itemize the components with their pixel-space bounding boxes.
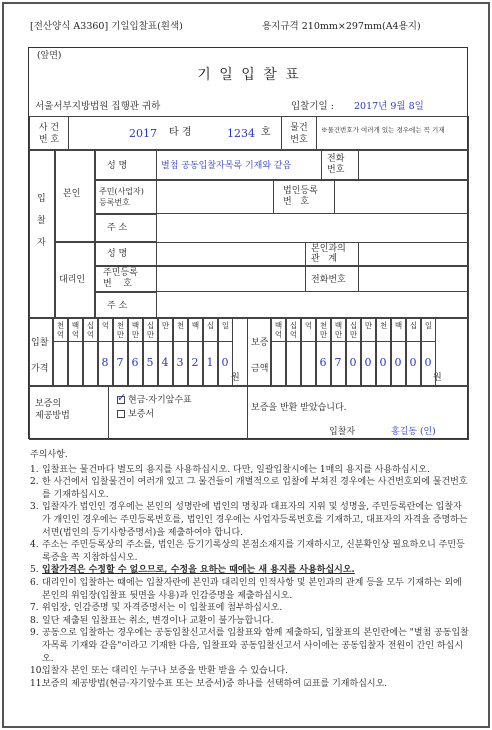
deposit-digit: 0	[409, 356, 417, 369]
note-item	[30, 476, 470, 501]
case-mid: 타 경	[169, 127, 192, 138]
bidder-sign-value: 홍길동 (인)	[391, 427, 436, 437]
bid-price-column-head: 만	[161, 321, 170, 330]
notes-section	[30, 449, 470, 690]
case-label: 사 건 번 호	[38, 123, 60, 145]
method-option-guarantee[interactable]: 보증서	[117, 410, 154, 420]
deposit-column-head: 억	[304, 321, 313, 330]
returned-label: 보증을 반환 받았습니다.	[251, 403, 347, 413]
bid-price-column-head: 백 억	[71, 321, 80, 339]
corp-label: 법인등록 번 호	[283, 186, 318, 207]
bid-price-column-head: 백 만	[131, 321, 140, 339]
agent-rrn-label: 주민등록 번 호	[103, 268, 138, 289]
bid-price-digit: 8	[101, 356, 109, 369]
deposit-column-head: 천 만	[319, 321, 328, 339]
addressee: 서울서부지방법원 집행관 귀하	[35, 101, 161, 112]
note-item	[30, 464, 470, 477]
bid-price-digit: 0	[221, 356, 229, 369]
case-year: 2017	[129, 127, 157, 140]
form-title: 기 일 입 찰 표	[197, 67, 301, 83]
note-item	[30, 627, 470, 665]
note-item	[30, 678, 470, 691]
note-text: 위임장, 인감증명 및 자격증명서는 이 입찰표에 첨부하십시오.	[42, 603, 283, 614]
bidder-sign-label: 입찰자	[329, 427, 356, 437]
bid-price-column-head: 천 억	[56, 321, 65, 339]
deposit-digit: 7	[334, 356, 342, 369]
deposit-column-head: 만	[364, 321, 373, 330]
bid-price-digit: 4	[161, 356, 169, 369]
guarantee-checkbox[interactable]	[117, 410, 125, 418]
agent-phone-label: 전화번호	[311, 275, 346, 285]
note-text: 대리인이 입찰하는 때에는 입찰자란에 본인과 대리인의 인적사항 및 본인과의 관계 등을 모두 기재하는 외에 본인의 위임장(입찰표 뒷면을 사용)과 인감증명을 제출하십시오.	[42, 577, 462, 601]
paper-size: 용지규격 210mm×297mm(A4용지)	[262, 21, 421, 32]
bid-price-column-head: 천	[176, 321, 185, 330]
bid-price-column-head: 억	[101, 321, 110, 330]
note-item	[30, 602, 470, 615]
agent-name-label: 성 명	[107, 249, 128, 259]
phone-label: 전화 번호	[327, 154, 345, 175]
bid-price-digit: 5	[146, 356, 154, 369]
bidder-label: 입 찰 자	[37, 194, 46, 248]
deposit-column-head: 천	[379, 321, 388, 330]
deposit-column-head: 백	[394, 321, 403, 330]
bid-price-digit: 6	[131, 356, 139, 369]
note-number: 2.	[30, 477, 39, 488]
deposit-won: 원	[433, 373, 442, 383]
note-text: 입찰자 본인 또는 대리인 누구나 보증을 반환 받을 수 있습니다.	[42, 666, 288, 677]
bid-date-value: 2017년 9월 8일	[354, 101, 424, 112]
note-number: 3.	[30, 502, 39, 513]
method-option-cash[interactable]: ✓현금·자기앞수표	[117, 396, 192, 406]
deposit-digit: 0	[364, 356, 372, 369]
item-label: 물건 번호	[290, 123, 308, 145]
note-item	[30, 665, 470, 678]
bid-form	[28, 47, 468, 439]
method-label: 보증의 제공방법	[35, 399, 70, 421]
form-code: [전산양식 A3360] 기일입찰표(흰색)	[30, 21, 183, 32]
note-item	[30, 577, 470, 602]
note-text: 입찰가격은 수정할 수 없으므로, 수정을 요하는 때에는 새 용지를 사용하십시오.	[42, 565, 355, 576]
deposit-digit: 6	[319, 356, 327, 369]
note-text: 공동으로 입찰하는 경우에는 공동입찰신고서를 입찰표와 함께 제출하되, 입찰표의 본인란에는 "별첨 공동입찰자목록 기재와 같음"이라고 기재한 다음, 입찰표와 공동입찰신고서 사이에는 공동입찰자 전원이 간인 하십시오.	[42, 628, 469, 664]
cash-checkbox[interactable]	[117, 396, 125, 404]
self-label: 본인	[63, 189, 81, 199]
note-number: 7.	[30, 603, 39, 614]
deposit-column-head: 백 억	[274, 321, 283, 339]
bid-price-column-head: 일	[221, 321, 230, 330]
name-label: 성 명	[107, 161, 128, 171]
note-text: 일단 제출된 입찰표는 취소, 변경이나 교환이 불가능합니다.	[42, 615, 274, 626]
note-item	[30, 501, 470, 539]
name-value: 별첨 공동입찰자목록 기재와 같음	[161, 161, 292, 171]
note-text: 입찰자가 법인인 경우에는 본인의 성명란에 법인의 명칭과 대표자의 지위 및 성명을, 주민등록란에는 입찰자가 개인인 경우에는 주민등록번호를, 법인인 경우에는 사업자등록번호를 기재하고, 대표자의 자격을 증명하는 서면(법인의 등기사항증명서)을 제출하여야 합니다.	[42, 502, 468, 538]
agent-address-label: 주 소	[107, 301, 128, 311]
bid-price-column-head: 십	[206, 321, 215, 330]
note-item	[30, 615, 470, 628]
note-number: 6.	[30, 577, 39, 588]
note-number: 11.	[30, 678, 45, 689]
note-number: 4.	[30, 540, 39, 551]
note-item	[30, 539, 470, 564]
note-number: 1.	[30, 464, 39, 475]
agent-label: 대리인	[59, 275, 86, 285]
note-number: 5.	[30, 565, 39, 576]
bid-price-digit: 1	[206, 356, 214, 369]
note-text: 보증의 제공방법(현금·자기앞수표 또는 보증서)중 하나를 선택하여 ☑표를 기재하십시오.	[42, 678, 388, 689]
deposit-column-head: 십	[409, 321, 418, 330]
deposit-label: 보증 금액	[251, 338, 269, 374]
note-number: 10.	[30, 666, 45, 677]
bid-won: 원	[231, 373, 240, 383]
item-note: ※물건번호가 여러개 있는 경우에는 꼭 기재	[321, 126, 445, 134]
deposit-digit: 0	[394, 356, 402, 369]
deposit-column-head: 십 만	[349, 321, 358, 339]
address-label: 주 소	[107, 223, 128, 233]
note-text: 한 사건에서 입찰물건이 여러개 있고 그 물건들이 개별적으로 입찰에 부쳐진 경우에는 사건번호외에 물건번호를 기재하십시오.	[42, 477, 468, 500]
case-no: 1234	[227, 127, 255, 140]
deposit-column-head: 십 억	[289, 321, 298, 339]
deposit-digit: 0	[424, 356, 432, 369]
bid-price-digit: 2	[191, 356, 199, 369]
bid-date-label: 입찰기일 :	[291, 101, 334, 112]
side-label: (앞면)	[37, 51, 62, 61]
note-item	[30, 564, 470, 577]
bid-price-column-head: 십 억	[86, 321, 95, 339]
notes-title: 주의사항.	[30, 450, 68, 460]
deposit-column-head: 일	[424, 321, 433, 330]
note-number: 9.	[30, 628, 39, 639]
bid-price-column-head: 십 만	[146, 321, 155, 339]
bid-price-digit: 3	[176, 356, 184, 369]
note-text: 주소는 주민등록상의 주소를, 법인은 등기기록상의 본점소재지를 기재하시고, 신분확인상 필요하오니 주민등록증을 꼭 지참하십시오.	[42, 540, 465, 563]
case-suffix: 호	[261, 127, 271, 138]
deposit-digit: 0	[379, 356, 387, 369]
bid-price-label: 입찰 가격	[31, 338, 49, 374]
bid-price-column-head: 천 만	[116, 321, 125, 339]
note-number: 8.	[30, 615, 39, 626]
relation-label: 본인과의 관 계	[311, 244, 346, 264]
note-text: 입찰표는 물건마다 별도의 용지를 사용하십시오. 다만, 일괄입찰시에는 1매의 용지를 사용하십시오.	[42, 464, 430, 475]
bid-price-digit: 7	[116, 356, 124, 369]
rrn-label: 주민(사업자) 등록번호	[99, 187, 144, 207]
bid-price-column-head: 백	[191, 321, 200, 330]
deposit-column-head: 백 만	[334, 321, 343, 339]
deposit-digit: 0	[349, 356, 357, 369]
